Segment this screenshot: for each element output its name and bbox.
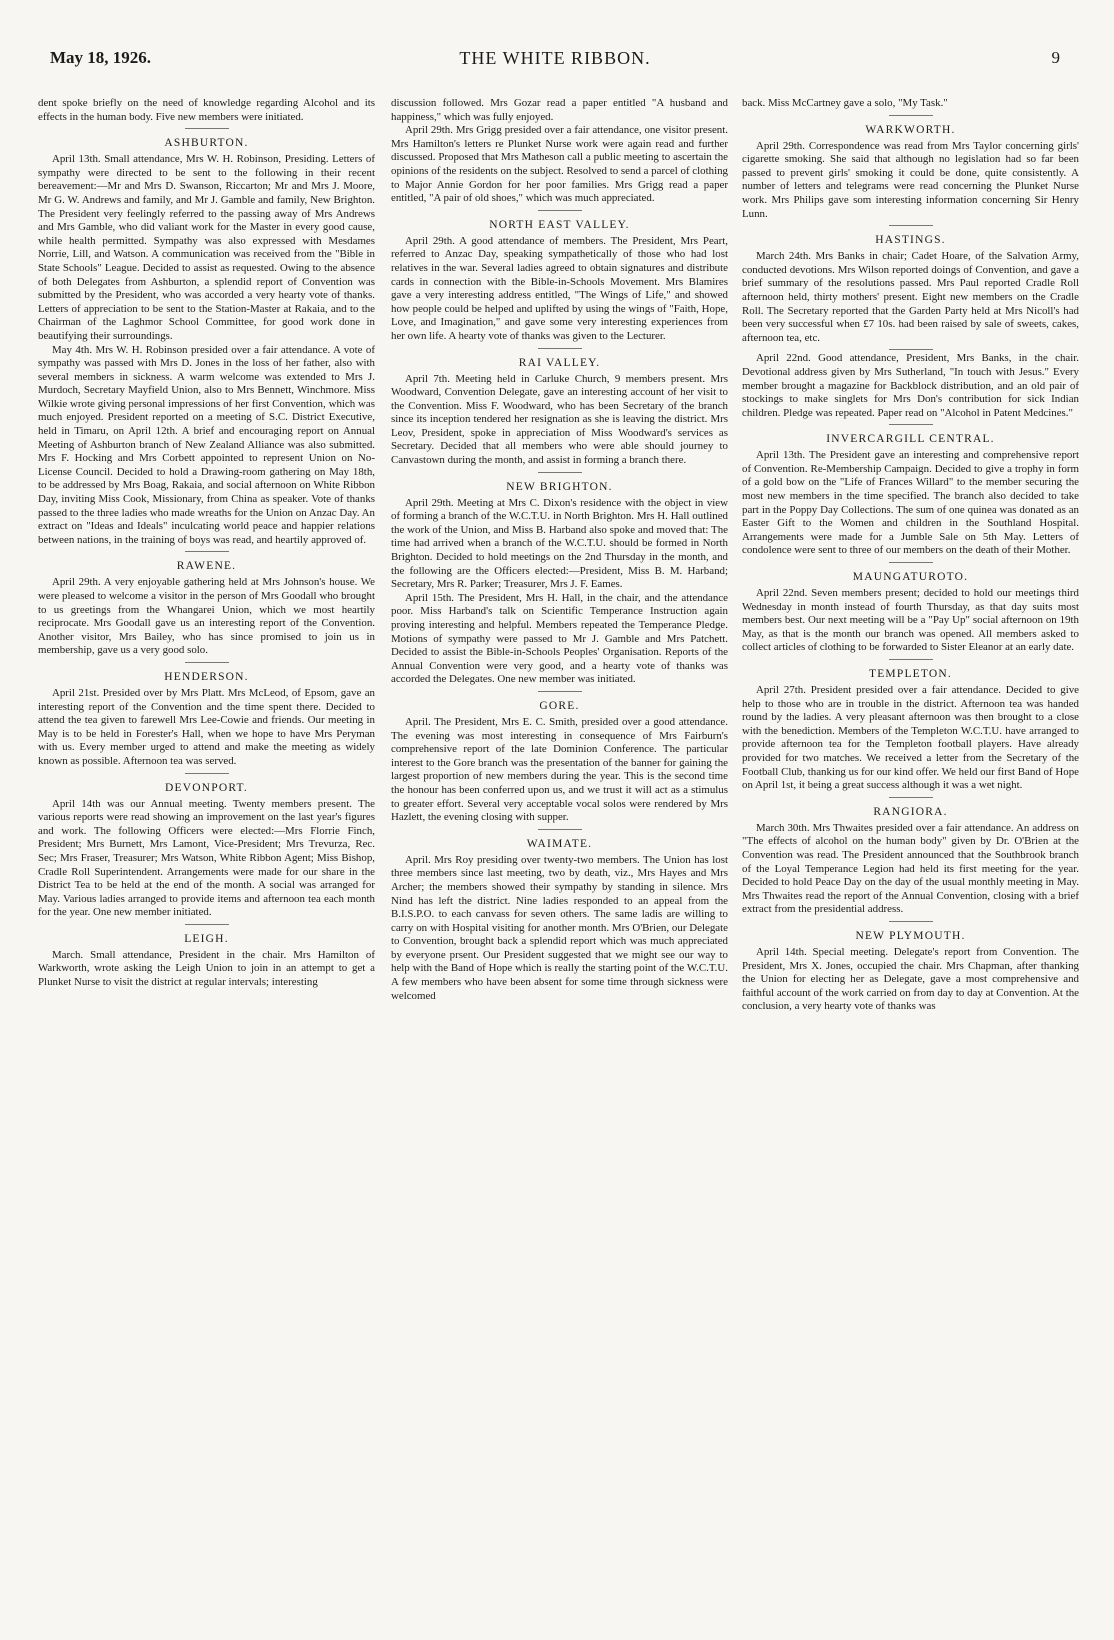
page-number: 9 [1051,48,1060,67]
report-heading: WARKWORTH. [865,123,956,136]
report-invercargill-central [742,432,1079,558]
report-henderson [38,670,375,769]
divider [889,797,933,798]
report-heading: HASTINGS. [875,234,946,247]
divider [889,424,933,425]
report-north-east-valley [391,218,728,344]
report-heading: TEMPLETON. [868,668,953,680]
report-rawene [38,559,375,658]
divider [889,349,933,350]
column-1 [38,97,375,990]
report-heading: ASHBURTON. [164,137,249,150]
report-heading: LEIGH. [184,932,229,945]
divider [889,225,933,226]
report-rai-valley [391,356,728,468]
divider [185,662,229,663]
divider [538,210,582,211]
report-heading: NORTH EAST VALLEY. [489,218,630,231]
issue-date: May 18, 1926. [50,48,152,67]
report-paragraph: March 30th. Mrs Thwaites presided over a fair attendance. An address on "The effects of alcohol on the human body" given by Dr. O'Brien at the Convention was read. The President announced that the Southbrook branch of the Loyal Temperance Legion had held its first meeting for the year. Decided to hold Peace Day on the day of the usual monthly meeting in May. Mrs Thwaites read the report of the Annual Convention, closing with a brief extract from the presidential address. [742,821,1079,916]
divider [538,691,582,692]
report-paragraph: April 29th. Meeting at Mrs C. Dixon's residence with the object in view of forming a branch of the W.C.T.U. in North Brighton. Mrs H. Hall outlined the work of the Union, and Miss B. Harband also spoke and moved that: The time had arrived when a branch of the W.C.T.U. should be formed in North Brighton. Decided to hold meetings on the 2nd Thursday in the month, and the following are the Officers elected:—President, Miss B. M. Harband; Secretary, Mrs R. Parker; Treasurer, Mrs J. F. Eames. [391,496,728,591]
report-paragraph: April 14th was our Annual meeting. Twenty members present. The various reports were read showing an improvement on the last year's figures and work. The following Officers were elected:—Mrs Florrie Finch, President; Mrs Burnett, Mrs Lamont, Vice-President; Mrs Trevurza, Rec. Sec; Mrs Fraser, Treasurer; Mrs Watson, White Ribbon Agent; Miss Bishop, Cradle Roll Superintendent. Arrangements were made for our share in the District Tea to be held at the end of the month. A social was arranged for May. Various ladies arranged to provide items and afternoon tea each month for the year. One new member initiated. [38,797,375,919]
report-templeton [742,667,1079,793]
report-paragraph: discussion followed. Mrs Gozar read a paper entitled "A husband and happiness," which was fully enjoyed. [391,97,728,123]
divider [889,115,933,116]
report-paragraph: April 7th. Meeting held in Carluke Church, 9 members present. Mrs Woodward, Convention Delegate, gave an interesting account of her visit to the Convention. Miss F. Woodward, who has been Secretary of the branch since its inception tendered her resignation as she is leaving the district. Mrs Leov, President, spoke in appreciation of Miss Woodward's services as Secretary. Decided that all members who were able should journey to Canvastown during the month, and assist in forming a branch there. [391,372,728,467]
divider [889,659,933,660]
report-paragraph: April 13th. Small attendance, Mrs W. H. Robinson, Presiding. Letters of sympathy were directed to be sent to the following in their recent bereavement:—Mr and Mrs D. Swanson, Riccarton; Mr and Mrs J. Moore, Mr G. W. Andrews and family, and Mr J. Gamble and family, New Brighton. The President very feelingly referred to the passing away of Mrs Andrews and Mrs Gamble, who did valiant work for the Master in every good cause, while health permitted. Sympathy was also expressed with Mesdames Norrie, Lill, and Watson. A communication was received from the "Bible in State Schools" League. Decided to assist as requested. Owing to the absence of both Delegates from Ashburton, a splendid report of Convention was submitted by the President, who was accorded a very hearty vote of thanks. Letters of appreciation to be sent to the Station-Master at Rakaia, and to the Chairman of the Laghmor School Committee, for good work done in beautifying their surroundings. [38,153,375,342]
report-heading: HENDERSON. [164,670,249,683]
report-waimate [391,837,728,1004]
report-hastings [742,233,1079,420]
report-paragraph: April 21st. Presided over by Mrs Platt. Mrs McLeod, of Epsom, gave an interesting report of the Convention and the time spent there. Decided to attend the tea given to farewell Mrs Lee-Cowie and friends. Our meeting in May is to be held in Forester's Hall, when we hope to have Mrs Peryman with us. Every member urged to attend and make the meeting as widely known as possible. Afternoon tea was served. [38,686,375,767]
continued-report [38,97,375,124]
report-heading: NEW PLYMOUTH. [855,929,966,942]
report-paragraph: March 24th. Mrs Banks in chair; Cadet Hoare, of the Salvation Army, conducted devotions. Mrs Wilson reported doings of Convention, and gave a brief summary of the resolutions passed. Mrs Paul reported Cradle Roll afternoon held, thirty mothers' present. Eight new members on the Cradle Roll. The Secretary reported that the Garden Party held at Mrs Nicoll's had been very successful when £7 10s. had been raised by sale of sweets, cakes, afternoon tea, etc. [742,250,1079,344]
report-paragraph: April 29th. A very enjoyable gathering held at Mrs Johnson's house. We were pleased to welcome a visitor in the person of Mrs Goodall who brought to us greetings from the Whangarei Union, which we most heartily reciprocate. Mrs Goodall gave us an interesting report of the Convention. Another visitor, Mrs Bailey, who has since promised to join us in membership, gave us a very good solo. [38,576,375,657]
report-paragraph: April 14th. Special meeting. Delegate's report from Convention. The President, Mrs X. Jones, occupied the chair. Mrs Chapman, after thanking the Union for electing her as Delegate, gave a most comprehensive and faithful account of the work carried on from day to day at Convention. At the conclusion, a very hearty vote of thanks was [742,945,1079,1013]
report-paragraph: back. Miss McCartney gave a solo, "My Task." [742,97,948,109]
report-heading: WAIMATE. [526,837,593,850]
divider [185,773,229,774]
continued-report [742,97,1079,111]
report-heading: INVERCARGILL CENTRAL. [826,433,995,446]
report-heading: NEW BRIGHTON. [506,480,613,493]
report-heading: RANGIORA. [873,805,948,818]
report-gore [391,699,728,825]
report-paragraph: April 27th. President presided over a fair attendance. Decided to give help to those who are in trouble in the district. Afternoon tea was handed round by the ladies. A very pleasant afternoon was then brought to a close with the benediction. Members of the Templeton W.C.T.U. have arranged to provide afternoon tea for the Templeton football players. Have already provided for two matches. We received a letter from the Secretary of the Football Club, thanking us for our kind offer. We held our first Band of Hope on April 1st, it being a great success although it was a wet night. [742,684,1079,792]
report-devonport [38,781,375,920]
report-paragraph: April 13th. The President gave an interesting and comprehensive report of Convention. Re-Membership Campaign. Decided to give a trophy in form of a gold bow on the "Life of Frances Willard" to the member securing the most new members in the time specified. The branch also decided to take part in the Poppy Day Collections. The sum of one quinea was donated as an Easter Gift to the Women and children in the Southland Hospital. Arrangements were made for a Jumble Sale on 5th May. Letters of condolence were sent to three of our members on the death of their Mother. [742,449,1079,557]
report-heading: GORE. [539,699,580,712]
report-paragraph: March. Small attendance, President in the chair. Mrs Hamilton of Warkworth, wrote asking the Leigh Union to join in an attempt to get a Plunket Nurse to visit the district at regular intervals; interesting [38,948,375,989]
report-paragraph: April 15th. The President, Mrs H. Hall, in the chair, and the attendance poor. Miss Harband's talk on Scientific Temperance Instruction again proving interesting and helpful. Members repeated the Temperance Pledge. Motions of sympathy were passed to Mr J. Gamble and Mrs Patchett. Decided to assist the Bible-in-Schools Peoples' Organisation. Reports of the Annual Convention were very good, and a hearty vote of thanks was accorded the Delegates. One new member was initiated. [391,591,728,686]
report-paragraph: April 29th. A good attendance of members. The President, Mrs Peart, referred to Anzac Day, speaking sympathetically of those who had lost relatives in the war. Several ladies agreed to obtain signatures and distribute cards in connection with the Bible-in-Schools Movement. Mrs Blamires gave a very interesting address entitled, "The Wings of Life," and showed how people could be helped and uplifted by using the wings of "Faith, Hope, Love, and Imagination," and gave some very interesting experiences from her own life. A hearty vote of thanks was given to the Lecturer. [391,234,728,342]
report-new-brighton [391,480,728,687]
column-2 [391,97,728,1003]
column-3 [742,97,1079,1014]
publication-title: THE WHITE RIBBON. [459,48,651,68]
report-paragraph: April 22nd. Seven members present; decided to hold our meetings third Wednesday in month instead of fourth Thursday, as that day suits most members best. Our next meeting will be a "Pay Up" social afternoon on 19th May, as that is the month our branch was opened. All members asked to collect articles of clothing to be forwarded to Sister Eleanor at an early date. [742,587,1079,654]
divider [185,551,229,552]
report-new-plymouth [742,929,1079,1014]
continued-report [391,97,728,206]
report-paragraph: May 4th. Mrs W. H. Robinson presided over a fair attendance. A vote of sympathy was passed with Mrs D. Jones in the loss of her father, also with several members in sickness. A warm welcome was extended to Mrs J. Murdoch, Secretary Mayfield Union, also to Mrs Bennett, Winchmore. Miss Wilkie wrote giving personal impressions of her first Convention, which was much enjoyed. President reported on a meeting of S.C. District Executive, held in Timaru, on April 12th. A brief and encouraging report on Annual Meeting of Ashburton branch of New Zealand Alliance was also submitted. Mrs F. Hocking and Mrs Corbett appointed to represent Union on No-License Council. Decided to hold a Drawing-room gathering on May 18th, to be addressed by Mrs Boag, Rakaia, and social afternoon on White Ribbon Day, inviting Miss Cook, Missionary, from China as speaker. Vote of thanks passed to the three ladies who made wreaths for the Union on Anzac Day. An extract on "Ideas and Ideals" inculcating world peace and happier relations between nations, in the training of boys was read, and heartily approved of. [38,343,375,546]
report-leigh [38,932,375,990]
report-paragraph: April. The President, Mrs E. C. Smith, presided over a good attendance. The evening was most interesting in consequence of Mrs Fairburn's comprehensive report of the late Dominion Conference. The particular interest to the Gore branch was the presentation of the banner for gaining the largest proportion of new members during the year. This is the second time the honour has been conferred upon us, and we trust it will act as a stimulus to greater effort. Several very acceptable vocal solos were rendered by Mrs Hazlett, the evening closing with supper. [391,715,728,824]
report-heading: RAI VALLEY. [518,356,601,369]
divider [185,924,229,925]
divider [538,348,582,349]
divider [538,472,582,473]
report-paragraph: April 29th. Mrs Grigg presided over a fair attendance, one visitor present. Mrs Hamilton's letters re Plunket Nurse work were again read and further discussed. Proposed that Mrs Matheson call a public meeting to ascertain the opinions of the residents on the subject. Resolved to send a parcel of clothing to Major Annie Gordon for her poor families. Mrs Grigg read a paper entitled, "A pair of old shoes," which was much appreciated. [391,124,728,205]
report-warkworth [742,123,1079,222]
report-paragraph: April 22nd. Good attendance, President, Mrs Banks, in the chair. Devotional address given by Mrs Sutherland, "In touch with Jesus." Every member brought a magazine for Backblock distribution, and an old pair of stockings to make singlets for Mrs Don's contribution for sick Indian children. Pledge was repeated. Paper read on "Alcohol in Patent Medcines." [742,352,1079,419]
divider [538,829,582,830]
report-paragraph: dent spoke briefly on the need of knowledge regarding Alcohol and its effects in the human body. Five new members were initiated. [38,97,375,123]
report-heading: DEVONPORT. [165,781,248,794]
page-header [50,48,1060,74]
report-paragraph: April 29th. Correspondence was read from Mrs Taylor concerning girls' cigarette smoking. She said that although no legislation had so far been passed to prevent girls' smoking it could be done, quite consistently. A number of letters and telegrams were read concerning the Plunket Nurse work. Mrs Philips gave som interesting information concerning Sir Henry Lunn. [742,139,1079,220]
report-heading: RAWENE. [176,560,237,573]
report-paragraph: April. Mrs Roy presiding over twenty-two members. The Union has lost three members since last meeting, two by death, viz., Mrs Hayes and Mrs Archer; the members showed their sympathy by standing in silence. Mrs Nind has left the district. Nine ladies responded to an appeal from the B.I.S.P.O. to each canvass for seven others. The same ladis are willing to carry on with Hospital visiting for another month. Mrs O'Brien, our Delegate to Convention, brought back a splendid report which was much appreciated by everyone prsent. Our President suggested that we might see our way to help with the Band of Hope which is really the starting point of the W.C.T.U. A few members who have been absent for some time through sickness were welcomed [391,853,728,1002]
divider [889,921,933,922]
report-rangiora [742,805,1079,917]
report-maungaturoto [742,570,1079,655]
divider [889,562,933,563]
report-ashburton [38,136,375,547]
divider [185,128,229,129]
report-heading: MAUNGATUROTO. [852,571,969,584]
